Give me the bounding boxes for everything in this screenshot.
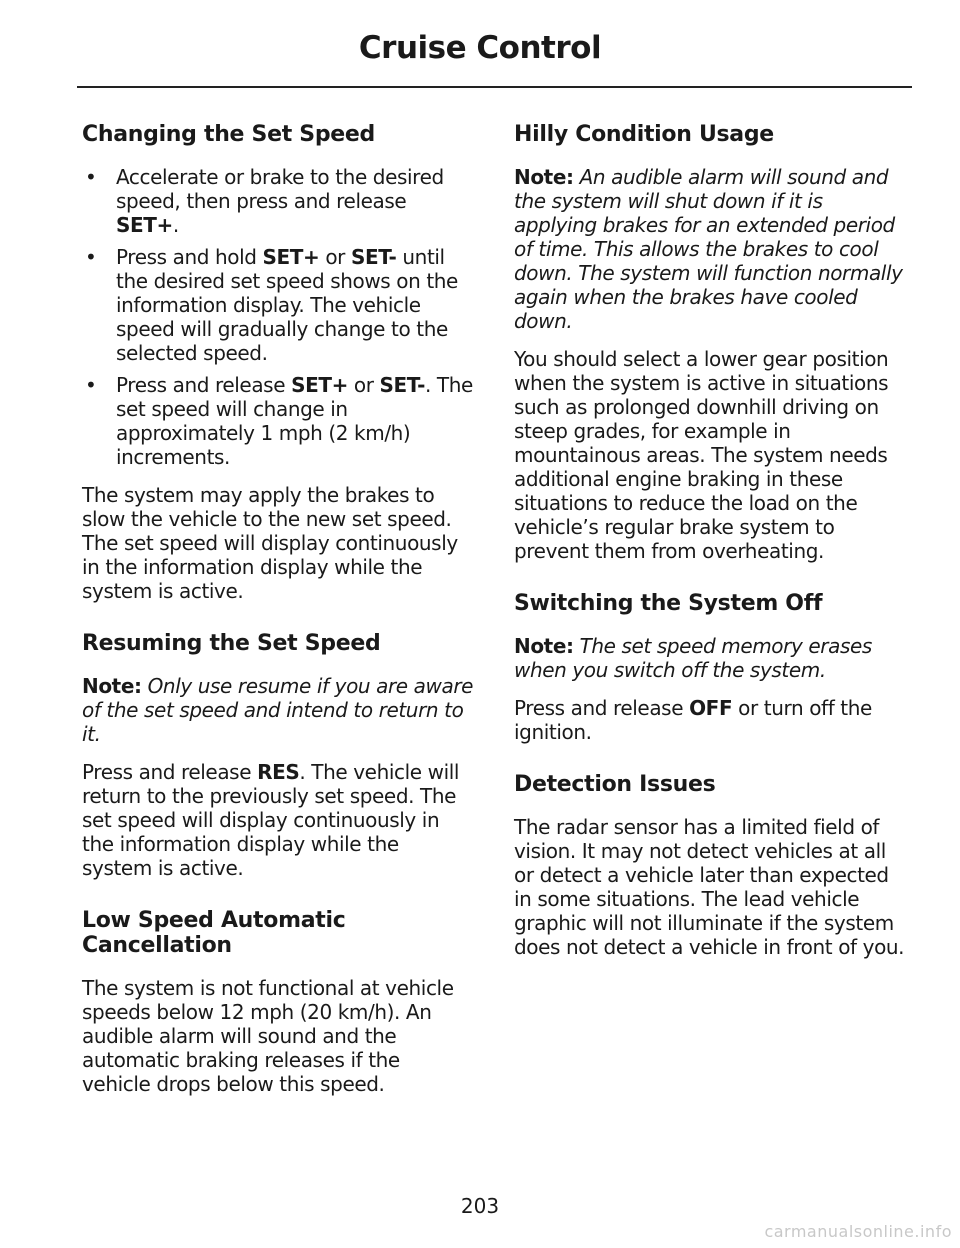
text: . The set speed will change in approximately 1 mph (2 km/h) increments. bbox=[116, 373, 473, 469]
note bbox=[514, 634, 906, 682]
control-label: SET- bbox=[379, 373, 426, 397]
control-label: RES bbox=[257, 760, 300, 784]
text: or turn off the ignition. bbox=[514, 696, 872, 744]
control-label: SET+ bbox=[291, 373, 348, 397]
text: . The vehicle will return to the previously set speed. The set speed will display continuously in the information display while the system is active. bbox=[82, 760, 460, 880]
section-switching-off bbox=[514, 591, 906, 744]
text: Press and release bbox=[514, 696, 690, 720]
note-label: Note: bbox=[514, 634, 574, 658]
control-label: OFF bbox=[689, 696, 733, 720]
note-text: An audible alarm will sound and the system will shut down if it is applying brakes for an extended period of time. This allows the brakes to cool down. The system will function normally again when the brakes have cooled down. bbox=[514, 165, 903, 333]
text: . bbox=[172, 213, 179, 237]
paragraph: The radar sensor has a limited field of vision. It may not detect vehicles at all or detect a vehicle later than expected in some situations. The lead vehicle graphic will not illuminate if the system does not detect a vehicle in front of you. bbox=[514, 815, 905, 959]
bullet-icon: • bbox=[85, 165, 97, 189]
paragraph: You should select a lower gear position when the system is active in situations such as prolonged downhill driving on steep grades, for example in mountainous areas. The system needs additional engine braking in these situations to reduce the load on the vehicle’s regular brake system to prevent them from overheating. bbox=[514, 347, 889, 563]
heading-line: Cancellation bbox=[82, 933, 232, 958]
left-column bbox=[82, 122, 474, 1110]
section-detection-issues bbox=[514, 772, 906, 959]
right-column bbox=[514, 122, 906, 973]
bullet-icon: • bbox=[85, 373, 97, 397]
text: Press and hold bbox=[116, 245, 263, 269]
title-divider bbox=[77, 86, 912, 88]
watermark: carmanualsonline.info bbox=[764, 1222, 952, 1241]
note-label: Note: bbox=[82, 674, 142, 698]
text: Accelerate or brake to the desired speed, then press and release bbox=[116, 165, 444, 213]
paragraph bbox=[82, 760, 474, 880]
paragraph: The system may apply the brakes to slow the vehicle to the new set speed. The set speed will display continuously in the information display while the system is active. bbox=[82, 483, 458, 603]
heading-hilly-condition: Hilly Condition Usage bbox=[514, 122, 774, 147]
heading-changing-set-speed: Changing the Set Speed bbox=[82, 122, 375, 147]
note-label: Note: bbox=[514, 165, 574, 189]
heading-low-speed-cancellation bbox=[82, 908, 474, 958]
page-title: Cruise Control bbox=[358, 30, 602, 66]
bullet-icon: • bbox=[85, 245, 97, 269]
text: or bbox=[347, 373, 380, 397]
control-label: SET+ bbox=[262, 245, 320, 269]
section-resuming-set-speed bbox=[82, 631, 474, 880]
paragraph: The system is not functional at vehicle speeds below 12 mph (20 km/h). An audible alarm will sound and the automatic braking releases if the vehicle drops below this speed. bbox=[82, 976, 454, 1096]
text: Press and release bbox=[116, 373, 292, 397]
section-low-speed-cancellation bbox=[82, 908, 474, 1096]
heading-line: Low Speed Automatic bbox=[82, 908, 346, 933]
heading-resuming-set-speed: Resuming the Set Speed bbox=[82, 631, 381, 656]
control-label: SET- bbox=[350, 245, 397, 269]
text: Press and release bbox=[82, 760, 258, 784]
control-label: SET+ bbox=[116, 213, 173, 237]
heading-detection-issues: Detection Issues bbox=[514, 772, 716, 797]
section-changing-set-speed bbox=[82, 122, 474, 603]
section-hilly-condition bbox=[514, 122, 906, 563]
list-item bbox=[82, 373, 474, 469]
list-item bbox=[82, 165, 474, 237]
note bbox=[514, 165, 906, 333]
list-item bbox=[82, 245, 474, 365]
page-number: 203 bbox=[460, 1194, 500, 1218]
note-text: The set speed memory erases when you switch off the system. bbox=[514, 634, 872, 682]
text: or bbox=[319, 245, 351, 269]
bullet-list bbox=[82, 165, 474, 469]
note-text: Only use resume if you are aware of the set speed and intend to return to it. bbox=[82, 674, 474, 746]
paragraph bbox=[514, 696, 906, 744]
note bbox=[82, 674, 474, 746]
text: until the desired set speed shows on the information display. The vehicle speed will gradually change to the selected speed. bbox=[116, 245, 458, 365]
heading-switching-off: Switching the System Off bbox=[514, 591, 823, 616]
